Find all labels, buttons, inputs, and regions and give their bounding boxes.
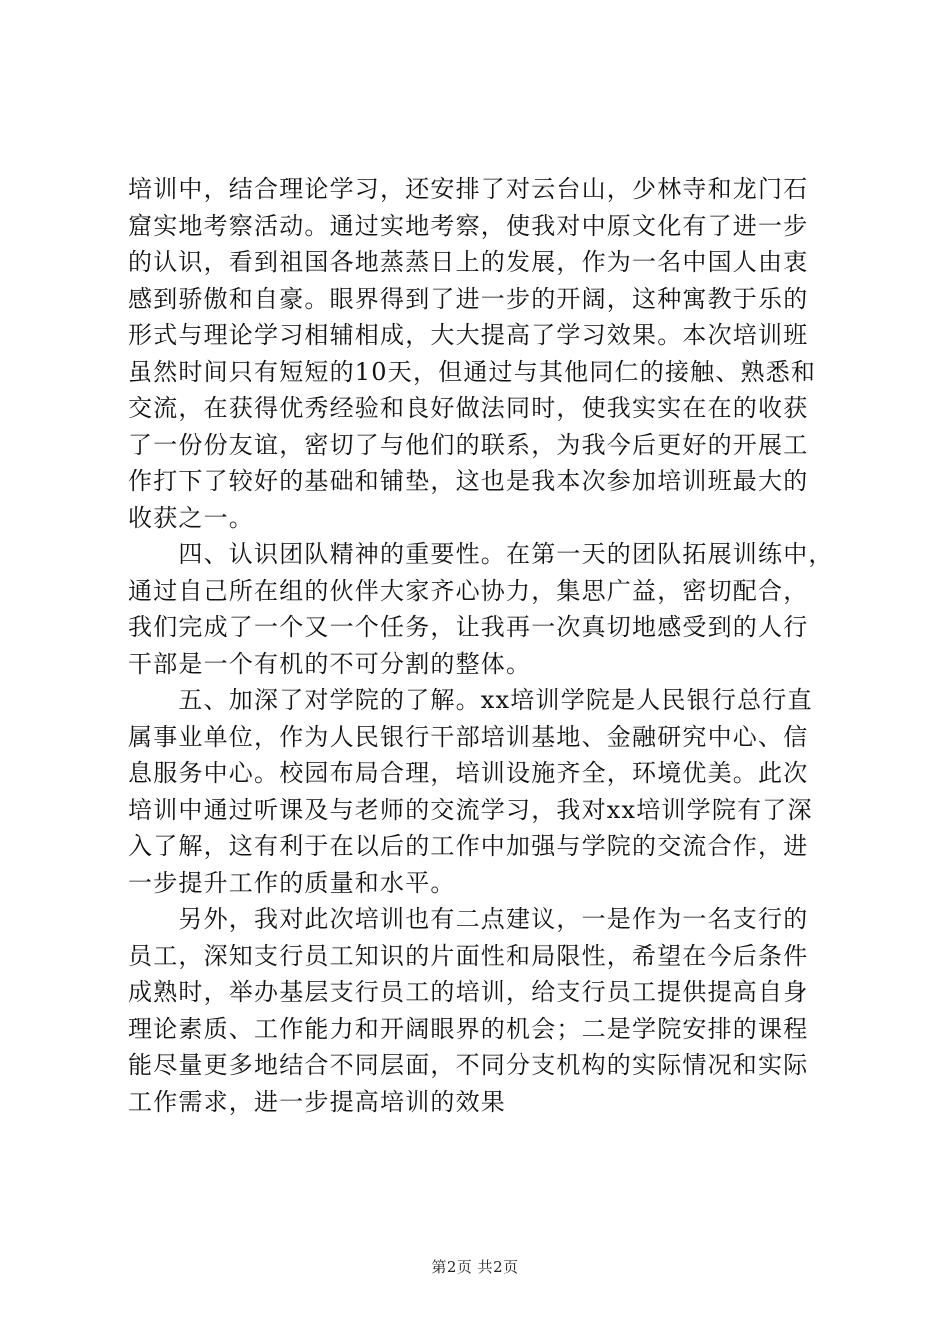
text-line: 窟实地考察活动。通过实地考察，使我对中原文化有了进一步 [128, 211, 809, 240]
text-line: 入了解，这有利于在以后的工作中加强与学院的交流合作，进 [128, 832, 809, 860]
text-line: 能尽量更多地结合不同层面，不同分支机构的实际情况和实际 [128, 1051, 809, 1079]
text-line: 属事业单位，作为人民银行干部培训基地、金融研究中心、信 [128, 722, 809, 751]
paragraph-academy [128, 682, 828, 901]
text-line: 干部是一个有机的不可分割的整体。 [128, 649, 532, 678]
text-line: 形式与理论学习相辅相成，大大提高了学习效果。本次培训班 [128, 321, 809, 349]
text-line: 了一份份友谊，密切了与他们的联系，为我今后更好的开展工 [128, 430, 809, 459]
text-line: 培训中，结合理论学习，还安排了对云台山，少林寺和龙门石 [128, 175, 809, 203]
text-line: 感到骄傲和自豪。眼界得到了进一步的开阔，这种寓教于乐的 [128, 284, 809, 313]
text-line: 的认识，看到祖国各地蒸蒸日上的发展，作为一名中国人由衷 [128, 248, 809, 276]
text-line: 四、认识团队精神的重要性。在第一天的团队拓展训练中， [128, 540, 834, 568]
text-line: 息服务中心。校园布局合理，培训设施齐全，环境优美。此次 [128, 759, 809, 787]
text-line: 培训中通过听课及与老师的交流学习，我对xx培训学院有了深 [128, 795, 813, 824]
paragraph-suggestions [128, 901, 828, 1120]
paragraph-team-spirit [128, 536, 834, 682]
text-line: 通过自己所在组的伙伴大家齐心协力，集思广益，密切配合， [128, 576, 809, 605]
text-line: 我们完成了一个又一个任务，让我再一次真切地感受到的人行 [128, 613, 809, 641]
text-line: 五、加深了对学院的了解。xx培训学院是人民银行总行直 [128, 686, 813, 714]
text-line: 理论素质、工作能力和开阔眼界的机会；二是学院安排的课程 [128, 1014, 809, 1043]
text-line: 员工，深知支行员工知识的片面性和局限性，希望在今后条件 [128, 941, 809, 970]
text-line: 另外，我对此次培训也有二点建议，一是作为一名支行的 [128, 905, 809, 933]
text-line: 交流，在获得优秀经验和良好做法同时，使我实实在在的收获 [128, 394, 809, 422]
text-line: 作打下了较好的基础和铺垫，这也是我本次参加培训班最大的 [128, 467, 809, 495]
body-text [128, 171, 834, 1120]
text-line: 虽然时间只有短短的10天，但通过与其他同仁的接触、熟悉和 [128, 357, 817, 386]
text-line: 工作需求，进一步提高培训的效果 [128, 1087, 506, 1116]
paragraph-field-trip [128, 171, 828, 536]
text-line: 一步提升工作的质量和水平。 [128, 868, 456, 897]
page-number-footer: 第2页 共2页 [431, 1258, 519, 1276]
text-line: 成熟时，举办基层支行员工的培训，给支行员工提供提高自身 [128, 978, 809, 1006]
text-line: 收获之一。 [128, 503, 254, 532]
